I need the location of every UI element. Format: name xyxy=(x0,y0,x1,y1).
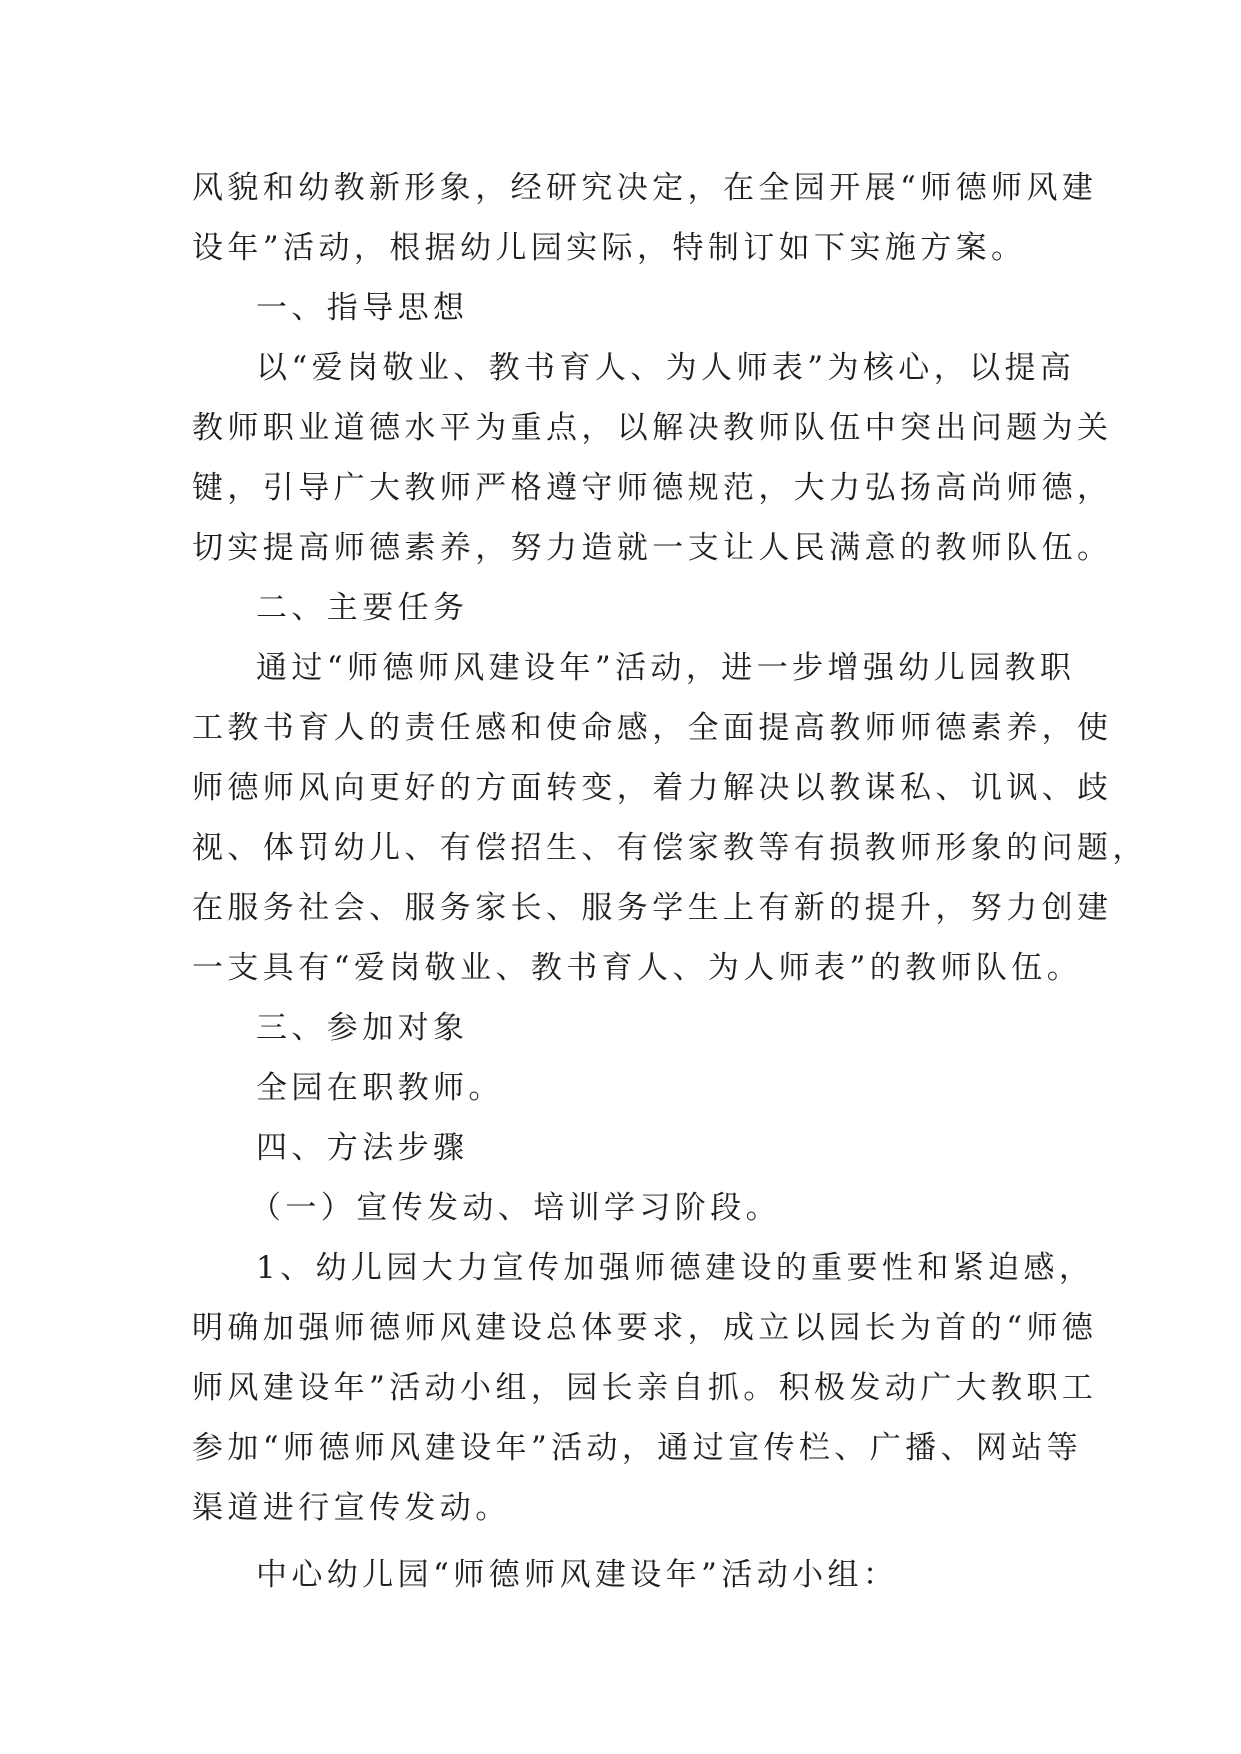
body-line: 教师职业道德水平为重点，以解决教师队伍中突出问题为关 xyxy=(192,410,1113,446)
body-line: 明确加强师德师风建设总体要求，成立以园长为首的“师德 xyxy=(192,1310,1098,1346)
body-line: 设年”活动，根据幼儿园实际，特制订如下实施方案。 xyxy=(192,230,1027,266)
subsection-heading-stage-one: （一）宣传发动、培训学习阶段。 xyxy=(250,1190,781,1226)
body-line: 以“爱岗敬业、教书育人、为人师表”为核心，以提高 xyxy=(256,350,1076,386)
body-line: 一支具有“爱岗敬业、教书育人、为人师表”的教师队伍。 xyxy=(192,950,1083,986)
body-line: 师德师风向更好的方面转变，着力解决以教谋私、讥讽、歧 xyxy=(192,770,1113,806)
body-line: 全园在职教师。 xyxy=(256,1070,504,1106)
section-heading-participants: 三、参加对象 xyxy=(256,1010,469,1046)
body-line: 在服务社会、服务家长、服务学生上有新的提升，努力创建 xyxy=(192,890,1113,926)
body-line: 视、体罚幼儿、有偿招生、有偿家教等有损教师形象的问题， xyxy=(192,830,1148,866)
document-body xyxy=(192,158,1148,1605)
body-line: 风貌和幼教新形象，经研究决定，在全园开展“师德师风建 xyxy=(192,170,1098,206)
section-heading-guiding-thought: 一、指导思想 xyxy=(256,290,469,326)
section-heading-main-tasks: 二、主要任务 xyxy=(256,590,469,626)
body-line: 中心幼儿园“师德师风建设年”活动小组： xyxy=(256,1557,899,1593)
body-line: 切实提高师德素养，努力造就一支让人民满意的教师队伍。 xyxy=(192,530,1113,566)
body-line: 键，引导广大教师严格遵守师德规范，大力弘扬高尚师德， xyxy=(192,470,1113,506)
body-line: 1、幼儿园大力宣传加强师德建设的重要性和紧迫感， xyxy=(256,1250,1095,1286)
body-line: 通过“师德师风建设年”活动，进一步增强幼儿园教职 xyxy=(256,650,1076,686)
body-line: 师风建设年”活动小组，园长亲自抓。积极发动广大教职工 xyxy=(192,1370,1098,1406)
body-line: 工教书育人的责任感和使命感，全面提高教师师德素养，使 xyxy=(192,710,1113,746)
body-line: 渠道进行宣传发动。 xyxy=(192,1490,511,1526)
body-line: 参加“师德师风建设年”活动，通过宣传栏、广播、网站等 xyxy=(192,1430,1083,1466)
section-heading-methods: 四、方法步骤 xyxy=(256,1130,469,1166)
